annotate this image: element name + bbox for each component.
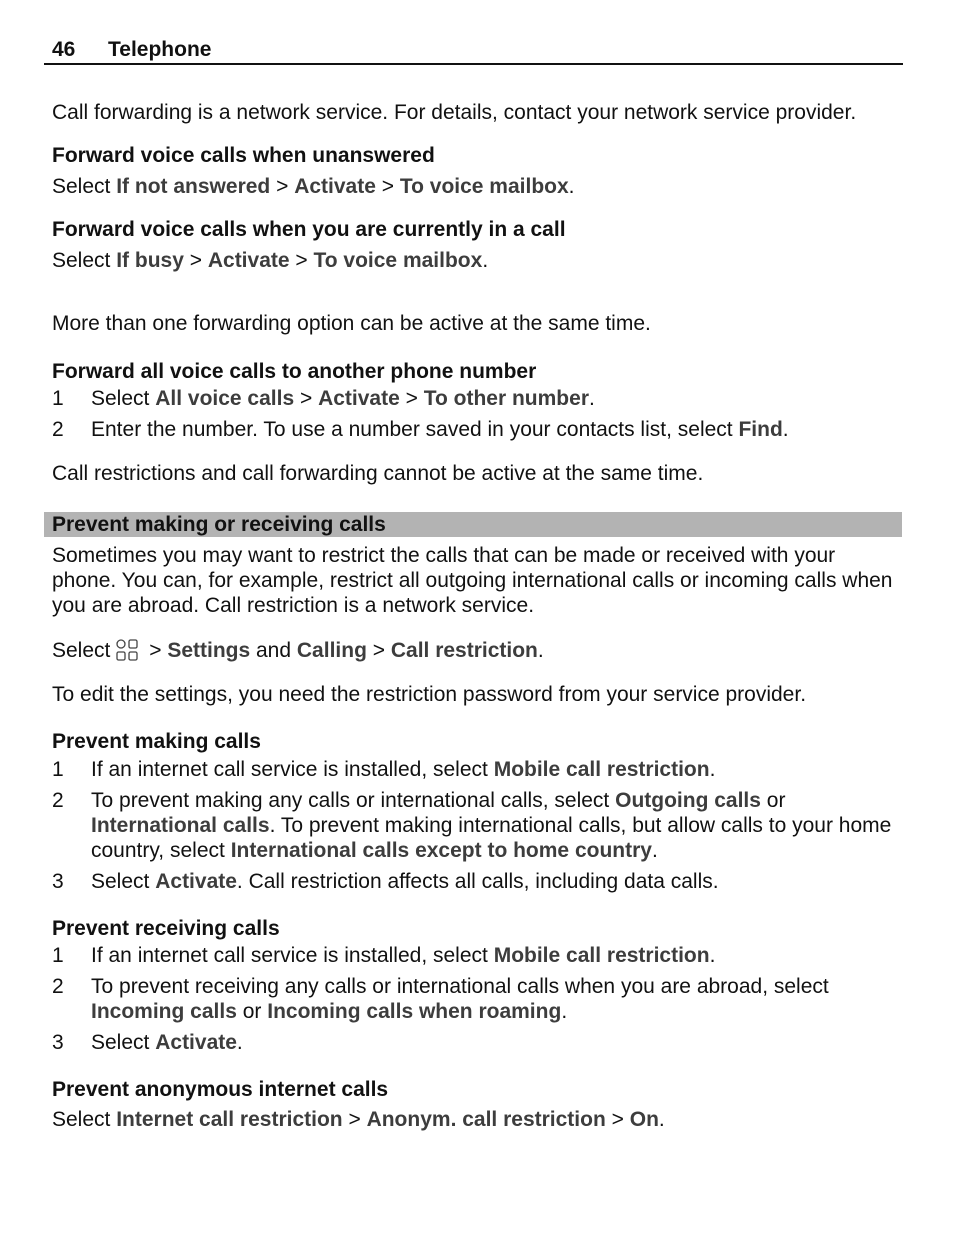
menu-item-to-voice-mailbox: To voice mailbox (399, 175, 569, 198)
menu-item-incoming-when-roaming: Incoming calls when roaming (267, 1000, 562, 1023)
menu-item-activate: Activate (207, 249, 290, 272)
heading-prevent-anonymous: Prevent anonymous internet calls (52, 1078, 389, 1101)
menu-item-call-restriction: Call restriction (390, 639, 538, 662)
heading-forward-unanswered: Forward voice calls when unanswered (52, 144, 435, 167)
list-item: 2 To prevent making any calls or international calls, select Outgoing calls or International calls. To prevent making international calls, but allow calls to your home country, select International calls except to home country. (52, 789, 892, 862)
heading-prevent-making: Prevent making calls (52, 730, 261, 753)
list-item: 3 Select Activate. (52, 1031, 243, 1054)
forward-all-steps (52, 386, 902, 442)
heading-forward-busy: Forward voice calls when you are currently in a call (52, 218, 566, 241)
menu-item-activate: Activate (155, 870, 237, 893)
menu-item-international-calls: International calls (91, 814, 270, 837)
list-item: 3 Select Activate. Call restriction affects all calls, including data calls. (52, 870, 719, 893)
chapter-title: Telephone (108, 38, 212, 61)
list-item: 1 If an internet call service is installed, select Mobile call restriction. (52, 944, 716, 967)
section-paragraph: Sometimes you may want to restrict the calls that can be made or received with your phone. You can, for example, restrict all outgoing international calls or incoming calls when you are abroad. Call restriction is a network service. (52, 544, 893, 617)
menu-item-anonym-call-restriction: Anonym. call restriction (366, 1108, 606, 1131)
menu-item-if-busy: If busy (116, 249, 184, 272)
instruction-call-restriction: Select > Settings and Calling > Call restriction. (52, 639, 544, 662)
list-item: 2 Enter the number. To use a number saved in your contacts list, select Find. (52, 418, 789, 441)
forwarding-note: More than one forwarding option can be active at the same time. (52, 312, 651, 335)
menu-item-internet-call-restriction: Internet call restriction (116, 1108, 343, 1131)
page-content (52, 100, 902, 1132)
menu-item-activate: Activate (294, 175, 376, 198)
prevent-receiving-steps (52, 943, 902, 1055)
prevent-making-steps (52, 757, 902, 894)
menu-item-mobile-call-restriction: Mobile call restriction (493, 944, 710, 967)
menu-item-mobile-call-restriction: Mobile call restriction (493, 758, 710, 781)
heading-prevent-receiving: Prevent receiving calls (52, 917, 280, 940)
menu-item-incoming-calls: Incoming calls (91, 1000, 237, 1023)
restriction-forwarding-note: Call restrictions and call forwarding cannot be active at the same time. (52, 462, 704, 485)
heading-forward-all: Forward all voice calls to another phone number (52, 360, 537, 383)
menu-item-all-voice-calls: All voice calls (155, 387, 295, 410)
menu-item-outgoing-calls: Outgoing calls (615, 789, 761, 812)
menu-item-activate: Activate (318, 387, 400, 410)
intro-paragraph: Call forwarding is a network service. For details, contact your network service provider. (52, 101, 857, 124)
menu-item-to-other-number: To other number (423, 387, 589, 410)
menu-item-calling: Calling (296, 639, 367, 662)
instruction-anonymous: Select Internet call restriction > Anonym. call restriction > On. (52, 1108, 665, 1131)
list-item: 1 Select All voice calls > Activate > To other number. (52, 387, 595, 410)
list-item: 1 If an internet call service is installed, select Mobile call restriction. (52, 758, 716, 781)
list-item: 2 To prevent receiving any calls or international calls when you are abroad, select Incoming calls or Incoming calls when roaming. (52, 975, 829, 1023)
menu-item-find: Find (738, 418, 783, 441)
menu-item-international-except-home: International calls except to home country (230, 839, 652, 862)
menu-item-activate: Activate (155, 1031, 237, 1054)
page-number: 46 (52, 38, 76, 61)
instruction-forward-unanswered: Select If not answered > Activate > To voice mailbox. (52, 175, 575, 198)
menu-grid-icon (114, 638, 140, 662)
menu-item-settings: Settings (167, 639, 251, 662)
instruction-forward-busy: Select If busy > Activate > To voice mailbox. (52, 249, 489, 272)
menu-item-on: On (629, 1108, 659, 1131)
password-note: To edit the settings, you need the restriction password from your service provider. (52, 683, 807, 706)
page-header (44, 36, 903, 65)
menu-item-if-not-answered: If not answered (116, 175, 271, 198)
section-header-prevent-calls: Prevent making or receiving calls (44, 512, 902, 537)
menu-item-to-voice-mailbox: To voice mailbox (313, 249, 483, 272)
